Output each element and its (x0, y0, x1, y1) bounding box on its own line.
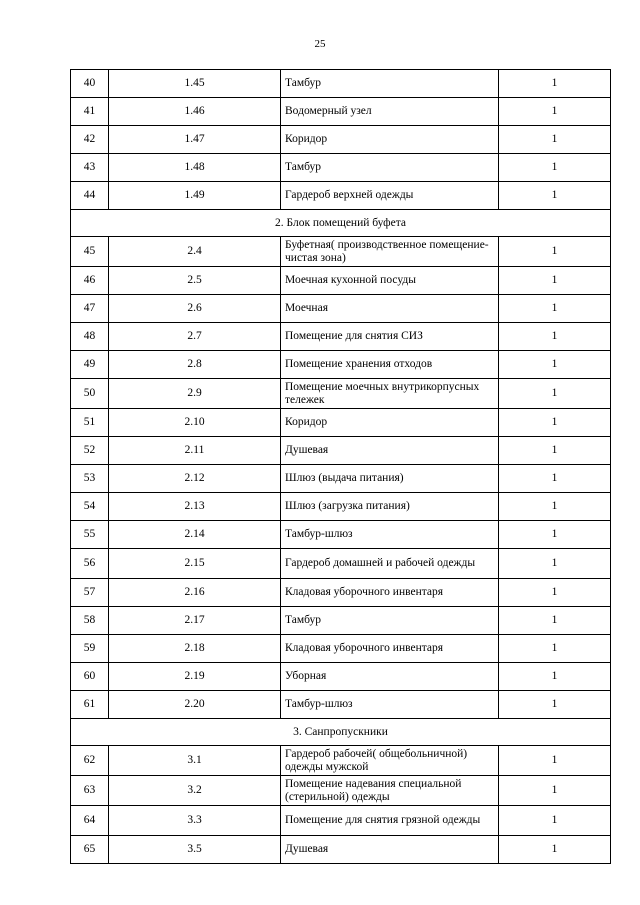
row-number-cell: 61 (71, 691, 109, 719)
room-code-cell: 2.20 (109, 691, 281, 719)
row-number-cell: 62 (71, 746, 109, 776)
room-code-cell: 2.9 (109, 379, 281, 409)
room-name-cell: Гардероб верхней одежды (281, 182, 499, 210)
room-code-cell: 2.15 (109, 549, 281, 579)
room-name-cell: Буфетная( производственное помещение-чистая зона) (281, 237, 499, 267)
quantity-cell: 1 (499, 70, 611, 98)
quantity-cell: 1 (499, 607, 611, 635)
room-name-cell: Тамбур-шлюз (281, 691, 499, 719)
room-name-cell: Коридор (281, 409, 499, 437)
room-name-cell: Шлюз (выдача питания) (281, 465, 499, 493)
row-number-cell: 50 (71, 379, 109, 409)
room-code-cell: 2.19 (109, 663, 281, 691)
room-code-cell: 3.1 (109, 746, 281, 776)
table-row (71, 806, 611, 836)
quantity-cell: 1 (499, 746, 611, 776)
room-code-cell: 2.7 (109, 323, 281, 351)
section-title: 3. Санпропускники (71, 719, 611, 746)
row-number-cell: 60 (71, 663, 109, 691)
table-row (71, 493, 611, 521)
room-code-cell: 2.11 (109, 437, 281, 465)
room-name-cell: Помещение надевания специальной (стерильной) одежды (281, 776, 499, 806)
quantity-cell: 1 (499, 98, 611, 126)
row-number-cell: 54 (71, 493, 109, 521)
room-name-cell: Коридор (281, 126, 499, 154)
quantity-cell: 1 (499, 836, 611, 864)
quantity-cell: 1 (499, 267, 611, 295)
table-row (71, 663, 611, 691)
room-name-cell: Кладовая уборочного инвентаря (281, 579, 499, 607)
row-number-cell: 44 (71, 182, 109, 210)
room-code-cell: 2.4 (109, 237, 281, 267)
row-number-cell: 55 (71, 521, 109, 549)
quantity-cell: 1 (499, 465, 611, 493)
table-row (71, 351, 611, 379)
room-name-cell: Кладовая уборочного инвентаря (281, 635, 499, 663)
table-row (71, 379, 611, 409)
row-number-cell: 42 (71, 126, 109, 154)
quantity-cell: 1 (499, 323, 611, 351)
room-code-cell: 2.17 (109, 607, 281, 635)
table-row (71, 70, 611, 98)
row-number-cell: 63 (71, 776, 109, 806)
table-row (71, 465, 611, 493)
room-code-cell: 1.48 (109, 154, 281, 182)
room-code-cell: 1.49 (109, 182, 281, 210)
row-number-cell: 51 (71, 409, 109, 437)
quantity-cell: 1 (499, 493, 611, 521)
room-code-cell: 2.18 (109, 635, 281, 663)
quantity-cell: 1 (499, 663, 611, 691)
table-row (71, 437, 611, 465)
quantity-cell: 1 (499, 379, 611, 409)
quantity-cell: 1 (499, 691, 611, 719)
table-row (71, 635, 611, 663)
room-name-cell: Тамбур (281, 154, 499, 182)
room-code-cell: 2.13 (109, 493, 281, 521)
row-number-cell: 41 (71, 98, 109, 126)
section-header-row (71, 719, 611, 746)
row-number-cell: 59 (71, 635, 109, 663)
quantity-cell: 1 (499, 635, 611, 663)
room-code-cell: 2.6 (109, 295, 281, 323)
row-number-cell: 52 (71, 437, 109, 465)
quantity-cell: 1 (499, 521, 611, 549)
room-name-cell: Помещение моечных внутрикорпусных тележек (281, 379, 499, 409)
room-name-cell: Гардероб рабочей( общебольничной) одежды мужской (281, 746, 499, 776)
table-row (71, 521, 611, 549)
section-title: 2. Блок помещений буфета (71, 210, 611, 237)
room-code-cell: 1.47 (109, 126, 281, 154)
table-row (71, 295, 611, 323)
quantity-cell: 1 (499, 237, 611, 267)
quantity-cell: 1 (499, 806, 611, 836)
row-number-cell: 47 (71, 295, 109, 323)
room-name-cell: Тамбур (281, 607, 499, 635)
table-row (71, 267, 611, 295)
room-name-cell: Водомерный узел (281, 98, 499, 126)
room-name-cell: Моечная (281, 295, 499, 323)
section-header-row (71, 210, 611, 237)
row-number-cell: 46 (71, 267, 109, 295)
table-row (71, 98, 611, 126)
room-name-cell: Душевая (281, 836, 499, 864)
room-name-cell: Тамбур (281, 70, 499, 98)
room-name-cell: Тамбур-шлюз (281, 521, 499, 549)
row-number-cell: 57 (71, 579, 109, 607)
row-number-cell: 53 (71, 465, 109, 493)
room-code-cell: 2.16 (109, 579, 281, 607)
room-code-cell: 2.5 (109, 267, 281, 295)
quantity-cell: 1 (499, 295, 611, 323)
table-row (71, 323, 611, 351)
table-row (71, 182, 611, 210)
table-row (71, 409, 611, 437)
quantity-cell: 1 (499, 437, 611, 465)
quantity-cell: 1 (499, 776, 611, 806)
room-code-cell: 2.14 (109, 521, 281, 549)
room-code-cell: 3.3 (109, 806, 281, 836)
row-number-cell: 49 (71, 351, 109, 379)
room-code-cell: 1.45 (109, 70, 281, 98)
room-name-cell: Душевая (281, 437, 499, 465)
table-row (71, 579, 611, 607)
table-row (71, 746, 611, 776)
table-row (71, 126, 611, 154)
quantity-cell: 1 (499, 579, 611, 607)
rooms-table-body (71, 70, 611, 864)
row-number-cell: 43 (71, 154, 109, 182)
table-row (71, 776, 611, 806)
row-number-cell: 56 (71, 549, 109, 579)
room-name-cell: Моечная кухонной посуды (281, 267, 499, 295)
room-code-cell: 1.46 (109, 98, 281, 126)
room-name-cell: Помещение хранения отходов (281, 351, 499, 379)
quantity-cell: 1 (499, 549, 611, 579)
row-number-cell: 65 (71, 836, 109, 864)
room-name-cell: Шлюз (загрузка питания) (281, 493, 499, 521)
row-number-cell: 45 (71, 237, 109, 267)
table-row (71, 549, 611, 579)
row-number-cell: 48 (71, 323, 109, 351)
table-row (71, 154, 611, 182)
table-row (71, 691, 611, 719)
quantity-cell: 1 (499, 409, 611, 437)
rooms-table (70, 69, 611, 864)
room-code-cell: 2.8 (109, 351, 281, 379)
room-name-cell: Помещение для снятия СИЗ (281, 323, 499, 351)
quantity-cell: 1 (499, 126, 611, 154)
row-number-cell: 40 (71, 70, 109, 98)
page-number: 25 (314, 38, 326, 50)
row-number-cell: 64 (71, 806, 109, 836)
row-number-cell: 58 (71, 607, 109, 635)
room-code-cell: 2.12 (109, 465, 281, 493)
table-row (71, 836, 611, 864)
table-row (71, 607, 611, 635)
room-name-cell: Уборная (281, 663, 499, 691)
room-name-cell: Гардероб домашней и рабочей одежды (281, 549, 499, 579)
room-name-cell: Помещение для снятия грязной одежды (281, 806, 499, 836)
quantity-cell: 1 (499, 154, 611, 182)
room-code-cell: 2.10 (109, 409, 281, 437)
table-row (71, 237, 611, 267)
room-code-cell: 3.5 (109, 836, 281, 864)
quantity-cell: 1 (499, 351, 611, 379)
room-code-cell: 3.2 (109, 776, 281, 806)
quantity-cell: 1 (499, 182, 611, 210)
